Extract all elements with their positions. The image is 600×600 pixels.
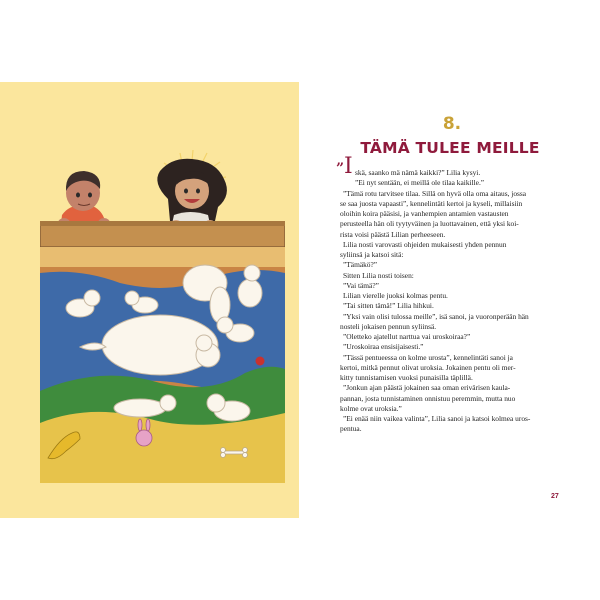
chapter-text <box>336 154 560 435</box>
text-line: ”Ei enää niin vaikea valinta”, Lilia sanoi ja katsoi kolmea uros- <box>343 414 531 423</box>
text-line: ”Vai tämä?” <box>343 280 379 290</box>
drop-cap-letter: I <box>344 154 353 179</box>
text-line: kitty tunnistamisen vuoksi punaisilla täplillä. <box>340 373 473 382</box>
text-line: ”Tämäkö?” <box>343 260 378 270</box>
text-line: kertoi, mitkä pennut olivat uroksia. Jokainen pentu oli mer- <box>340 362 516 372</box>
page-number: 27 <box>551 493 559 500</box>
illustration-children-and-puppies <box>40 133 285 483</box>
chapter-title: TÄMÄ TULEE MEILLE <box>360 139 540 157</box>
text-line: ”Uroskoiraa ensisijaisesti.” <box>343 342 424 352</box>
text-line: perusteella hän oli tyytyväinen ja luottavainen, että yksi koi- <box>340 219 519 229</box>
text-line: ”Jonkun ajan päästä jokainen saa oman erivärisen kaula- <box>343 383 511 393</box>
text-line: pentua. <box>340 424 362 434</box>
text-line: kolme ovat uroksia.” <box>340 403 402 413</box>
text-line: oloihin koira pääsisi, ja vanhempien antamien vastausten <box>340 209 509 218</box>
text-line: pannan, josta tunnistaminen onnistuu peremmin, mutta nuo <box>340 393 516 403</box>
drop-cap-quote: ” <box>336 161 345 177</box>
text-line: ”Tai sitten tämä!” Lilia hihkui. <box>343 301 434 311</box>
text-line: rista voisi päästä Lilian perheeseen. <box>340 229 446 239</box>
text-line: skä, saanko mä nämä kaikki?” Lilia kysyi. <box>355 168 481 177</box>
text-line: ”Yksi vain olisi tulossa meille”, isä sanoi, ja vuoronperään hän <box>343 311 529 321</box>
text-line: ”Ei nyt sentään, ei meillä ole tilaa kaikille.” <box>355 178 485 188</box>
text-line: Lilia nosti varovasti ohjeiden mukaisesti yhden pennun <box>343 239 507 249</box>
text-line: nosteli jokaisen pennun syliinsä. <box>340 321 437 331</box>
text-line: Lilian vierelle juoksi kolmas pentu. <box>343 291 448 300</box>
text-line: ”Tässä pentueessa on kolme urosta”, kennelintäti sanoi ja <box>343 352 513 362</box>
chapter-number: 8. <box>442 114 462 134</box>
text-line: syliinsä ja katsoi sitä: <box>340 250 404 259</box>
text-line: Sitten Lilia nosti toisen: <box>343 270 414 280</box>
text-line: ”Oletteko ajatellut narttua vai uroskoiraa?” <box>343 332 471 341</box>
text-line: ”Tämä rotu tarvitsee tilaa. Sillä on hyvä olla oma aitaus, jossa <box>343 188 527 198</box>
text-line: se saa juosta vapaasti”, kennelintäti kertoi ja kyseli, millaisiin <box>340 198 523 208</box>
right-page <box>300 0 600 600</box>
